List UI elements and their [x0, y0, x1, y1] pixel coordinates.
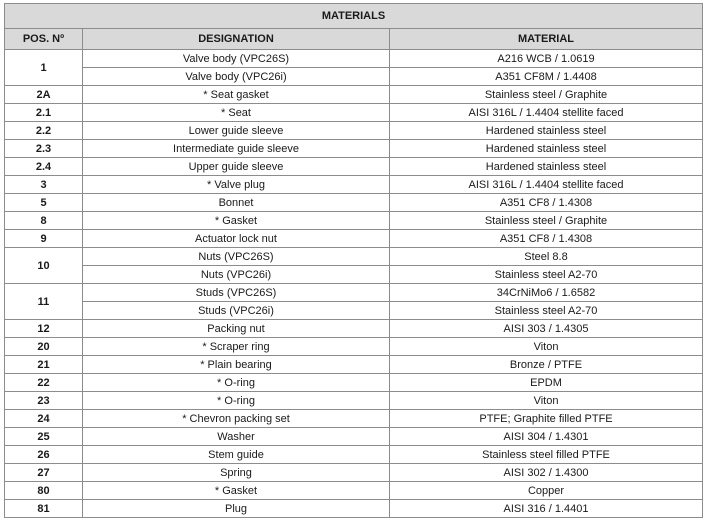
designation-cell: Intermediate guide sleeve: [83, 140, 390, 158]
designation-cell: Packing nut: [83, 320, 390, 338]
designation-cell: * Gasket: [83, 482, 390, 500]
material-cell: AISI 316L / 1.4404 stellite faced: [390, 176, 703, 194]
position-number-cell: 23: [5, 392, 83, 410]
position-number-cell: 5: [5, 194, 83, 212]
material-column-header: MATERIAL: [390, 29, 703, 50]
table-row: [5, 356, 703, 374]
material-cell: Stainless steel A2-70: [390, 302, 703, 320]
table-row: [5, 50, 703, 68]
position-number-cell: 80: [5, 482, 83, 500]
position-number-cell: 11: [5, 284, 83, 320]
material-cell: A351 CF8 / 1.4308: [390, 194, 703, 212]
material-cell: Hardened stainless steel: [390, 158, 703, 176]
position-number-cell: 9: [5, 230, 83, 248]
position-number-cell: 24: [5, 410, 83, 428]
materials-table: [4, 3, 703, 518]
table-row: [5, 482, 703, 500]
table-row: [5, 86, 703, 104]
position-number-cell: 21: [5, 356, 83, 374]
designation-cell: Nuts (VPC26S): [83, 248, 390, 266]
designation-cell: Valve body (VPC26S): [83, 50, 390, 68]
designation-cell: Washer: [83, 428, 390, 446]
material-cell: EPDM: [390, 374, 703, 392]
material-cell: Hardened stainless steel: [390, 122, 703, 140]
designation-cell: Valve body (VPC26i): [83, 68, 390, 86]
table-row: [5, 500, 703, 518]
position-number-cell: 12: [5, 320, 83, 338]
material-cell: AISI 316L / 1.4404 stellite faced: [390, 104, 703, 122]
designation-cell: Lower guide sleeve: [83, 122, 390, 140]
position-number-cell: 81: [5, 500, 83, 518]
designation-cell: * Gasket: [83, 212, 390, 230]
table-header-row: [5, 29, 703, 50]
table-row: [5, 302, 703, 320]
position-number-cell: 1: [5, 50, 83, 86]
table-row: [5, 230, 703, 248]
designation-cell: Studs (VPC26S): [83, 284, 390, 302]
designation-cell: * O-ring: [83, 392, 390, 410]
designation-column-header: DESIGNATION: [83, 29, 390, 50]
designation-cell: Studs (VPC26i): [83, 302, 390, 320]
material-cell: Hardened stainless steel: [390, 140, 703, 158]
designation-cell: Stem guide: [83, 446, 390, 464]
material-cell: Stainless steel A2-70: [390, 266, 703, 284]
position-number-cell: 26: [5, 446, 83, 464]
position-number-cell: 2.1: [5, 104, 83, 122]
position-number-cell: 2.4: [5, 158, 83, 176]
position-number-cell: 3: [5, 176, 83, 194]
material-cell: AISI 316 / 1.4401: [390, 500, 703, 518]
designation-cell: Nuts (VPC26i): [83, 266, 390, 284]
table-row: [5, 374, 703, 392]
table-row: [5, 338, 703, 356]
materials-table-container: [4, 3, 703, 518]
position-number-cell: 2.3: [5, 140, 83, 158]
designation-cell: * Scraper ring: [83, 338, 390, 356]
designation-cell: * Valve plug: [83, 176, 390, 194]
table-row: [5, 140, 703, 158]
designation-cell: Spring: [83, 464, 390, 482]
material-cell: Viton: [390, 392, 703, 410]
table-row: [5, 158, 703, 176]
materials-table-body: [5, 50, 703, 518]
table-row: [5, 392, 703, 410]
table-row: [5, 446, 703, 464]
designation-cell: Plug: [83, 500, 390, 518]
table-row: [5, 194, 703, 212]
material-cell: Stainless steel filled PTFE: [390, 446, 703, 464]
material-cell: Bronze / PTFE: [390, 356, 703, 374]
designation-cell: * O-ring: [83, 374, 390, 392]
material-cell: AISI 303 / 1.4305: [390, 320, 703, 338]
material-cell: A351 CF8 / 1.4308: [390, 230, 703, 248]
designation-cell: Actuator lock nut: [83, 230, 390, 248]
designation-cell: Upper guide sleeve: [83, 158, 390, 176]
table-row: [5, 428, 703, 446]
position-number-cell: 2A: [5, 86, 83, 104]
material-cell: Stainless steel / Graphite: [390, 86, 703, 104]
table-row: [5, 68, 703, 86]
designation-cell: Bonnet: [83, 194, 390, 212]
position-number-cell: 10: [5, 248, 83, 284]
table-row: [5, 212, 703, 230]
table-row: [5, 104, 703, 122]
table-row: [5, 122, 703, 140]
position-number-cell: 25: [5, 428, 83, 446]
position-number-cell: 20: [5, 338, 83, 356]
material-cell: Copper: [390, 482, 703, 500]
material-cell: Viton: [390, 338, 703, 356]
position-number-cell: 27: [5, 464, 83, 482]
table-row: [5, 284, 703, 302]
designation-cell: * Chevron packing set: [83, 410, 390, 428]
table-title-row: [5, 4, 703, 29]
table-row: [5, 248, 703, 266]
pos-column-header: POS. Nº: [5, 29, 83, 50]
position-number-cell: 8: [5, 212, 83, 230]
material-cell: 34CrNiMo6 / 1.6582: [390, 284, 703, 302]
table-row: [5, 464, 703, 482]
material-cell: Stainless steel / Graphite: [390, 212, 703, 230]
table-row: [5, 266, 703, 284]
material-cell: A351 CF8M / 1.4408: [390, 68, 703, 86]
position-number-cell: 2.2: [5, 122, 83, 140]
designation-cell: * Plain bearing: [83, 356, 390, 374]
table-row: [5, 176, 703, 194]
table-title: MATERIALS: [5, 4, 703, 29]
material-cell: AISI 304 / 1.4301: [390, 428, 703, 446]
designation-cell: * Seat: [83, 104, 390, 122]
table-row: [5, 410, 703, 428]
position-number-cell: 22: [5, 374, 83, 392]
material-cell: PTFE; Graphite filled PTFE: [390, 410, 703, 428]
material-cell: AISI 302 / 1.4300: [390, 464, 703, 482]
designation-cell: * Seat gasket: [83, 86, 390, 104]
table-row: [5, 320, 703, 338]
material-cell: A216 WCB / 1.0619: [390, 50, 703, 68]
material-cell: Steel 8.8: [390, 248, 703, 266]
